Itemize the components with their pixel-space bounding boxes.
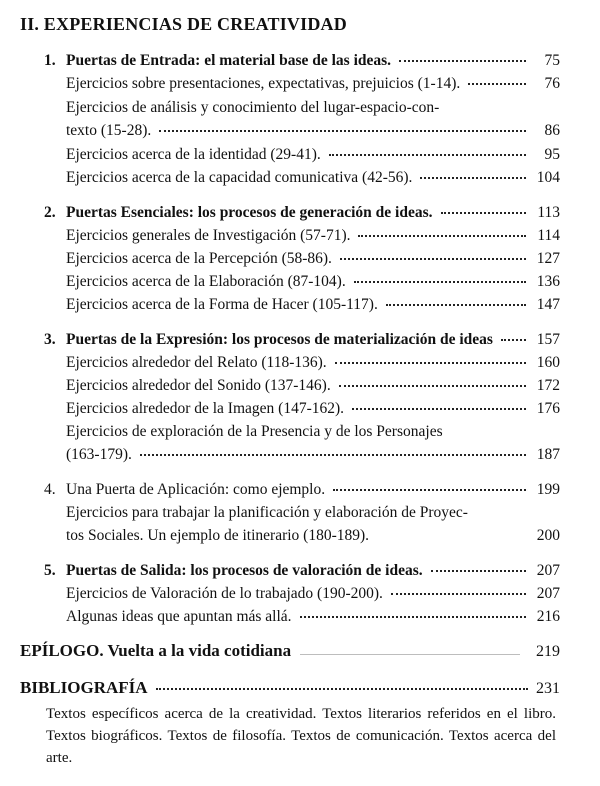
toc-group-heading[interactable] [44,50,560,72]
toc-entry[interactable] [66,167,560,189]
toc-entry[interactable] [66,73,560,95]
dot-leader [377,535,526,537]
dot-leader [431,570,526,572]
entry-text: Ejercicios alrededor del Sonido (137-146). [66,377,331,394]
dot-leader [333,489,526,491]
dot-leader [399,60,526,62]
group-number: 3. [44,331,56,348]
entry-text: Ejercicios acerca de la Elaboración (87-104). [66,273,346,290]
dot-leader [441,212,526,214]
bibliografia-entry[interactable] [20,678,560,698]
group-title: Una Puerta de Aplicación: como ejemplo. [66,481,326,498]
toc-entry[interactable] [66,352,560,374]
group-title: Puertas de Salida: los procesos de valoración de ideas. [66,562,423,579]
page-number: 127 [536,250,560,267]
toc-group-heading[interactable] [44,329,560,351]
page-number: 216 [536,608,560,625]
group-number: 5. [44,562,56,579]
page-number: 172 [536,377,560,394]
dot-leader [335,362,526,364]
group-title: Puertas de la Expresión: los procesos de materialización de ideas [66,331,493,348]
dot-leader [329,154,526,156]
group-title: Puertas Esenciales: los procesos de generación de ideas. [66,204,433,221]
page-number: 207 [536,562,560,579]
bibliografia-title: BIBLIOGRAFÍA [20,678,148,697]
toc-entry[interactable] [66,444,560,466]
dot-leader [358,235,526,237]
entry-text: Ejercicios generales de Investigación (57-71). [66,227,351,244]
page-number: 114 [537,227,560,244]
page-number: 136 [536,273,560,290]
entry-text: Ejercicios acerca de la capacidad comunicativa (42-56). [66,169,413,186]
dot-leader [386,304,526,306]
group-number: 4. [44,481,56,498]
entry-text: Ejercicios alrededor de la Imagen (147-162). [66,400,345,417]
page-number: 95 [544,146,560,163]
entry-text: (163-179). [66,446,132,463]
section-title: II. EXPERIENCIAS DE CREATIVIDAD [20,14,347,34]
page-number: 231 [536,680,560,697]
toc-entry[interactable] [66,271,560,293]
toc-group-heading[interactable] [44,202,560,224]
page-number: 187 [536,446,560,463]
entry-text: Ejercicios acerca de la Percepción (58-86). [66,250,332,267]
page-number: 200 [536,527,560,544]
dot-leader [340,258,526,260]
toc-entry[interactable] [66,606,560,628]
toc-entry[interactable] [66,225,560,247]
dot-leader [140,454,526,456]
dot-leader [354,281,526,283]
toc-group-heading[interactable] [44,479,560,501]
toc-entry[interactable] [66,120,560,142]
page-number: 76 [544,75,560,92]
toc-group-heading[interactable] [44,560,560,582]
toc-entry[interactable] [66,525,560,547]
page-number: 147 [536,296,560,313]
dot-leader [159,130,526,132]
dot-leader [156,688,528,690]
entry-text: Ejercicios sobre presentaciones, expectativas, prejuicios (1-14). [66,75,461,92]
page-number: 104 [536,169,560,186]
toc-entry[interactable] [66,294,560,316]
dot-leader [352,408,526,410]
page-number: 113 [537,204,560,221]
page-number: 199 [536,481,560,498]
page-number: 157 [536,331,560,348]
toc-entry[interactable] [66,144,560,166]
dot-leader [420,177,526,179]
entry-text: Ejercicios de Valoración de lo trabajado (190-200). [66,585,383,602]
page-number: 75 [544,52,560,69]
group-number: 1. [44,52,56,69]
toc-entry[interactable] [66,248,560,270]
dot-leader [300,616,526,618]
toc-entry-line1[interactable]: Ejercicios para trabajar la planificación y elaboración de Proyec- [66,504,468,521]
toc-entry-line1[interactable]: Ejercicios de exploración de la Presencia y de los Personajes [66,423,443,440]
page-number: 160 [536,354,560,371]
group-number: 2. [44,204,56,221]
bibliografia-description: Textos específicos acerca de la creatividad. Textos literarios referidos en el libro. Textos biográficos. Textos de filosofía. Textos de comunicación. Textos acerca del arte. [46,706,556,766]
page-number: 176 [536,400,560,417]
dot-leader [468,83,526,85]
epilogo-title: EPÍLOGO. Vuelta a la vida cotidiana [20,641,292,660]
page-number: 207 [536,585,560,602]
group-title: Puertas de Entrada: el material base de las ideas. [66,52,392,69]
dot-leader [339,385,526,387]
entry-text: Ejercicios acerca de la identidad (29-41). [66,146,321,163]
toc-entry[interactable] [66,398,560,420]
entry-text: Algunas ideas que apuntan más allá. [66,608,292,625]
dot-leader [391,593,526,595]
toc-entry-line1[interactable]: Ejercicios de análisis y conocimiento del lugar-espacio-con- [66,99,440,116]
entry-text: Ejercicios alrededor del Relato (118-136). [66,354,327,371]
entry-text: Ejercicios acerca de la Forma de Hacer (105-117). [66,296,378,313]
entry-text: texto (15-28). [66,122,152,139]
page-number: 86 [544,122,560,139]
epilogo-entry[interactable] [20,641,560,661]
toc-entry[interactable] [66,375,560,397]
toc-entry[interactable] [66,583,560,605]
faint-rule [300,654,520,655]
entry-text: tos Sociales. Un ejemplo de itinerario (180-189). [66,527,370,544]
dot-leader [299,651,528,653]
page-number: 219 [536,643,560,660]
dot-leader [501,339,526,341]
